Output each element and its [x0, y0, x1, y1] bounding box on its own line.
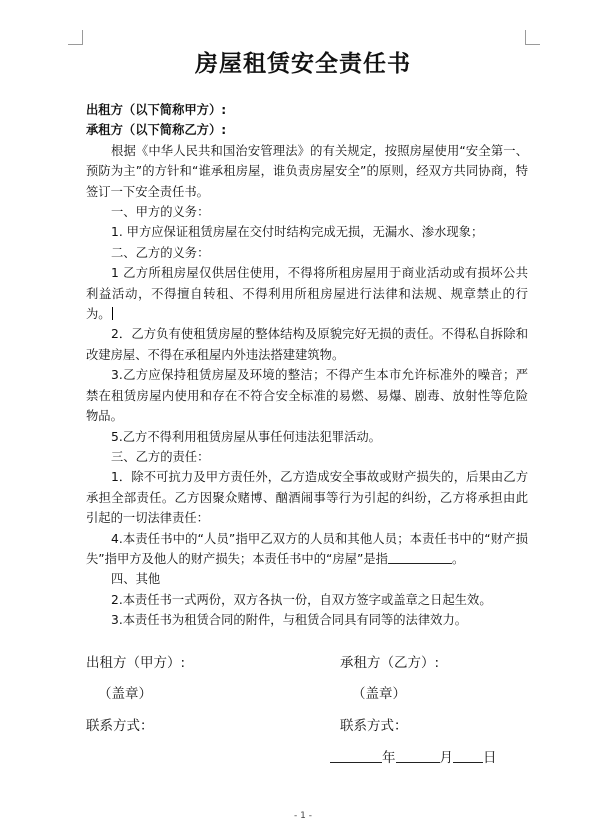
lessor-seal-label: （盖章）	[98, 686, 152, 702]
section-3-heading: 三、乙方的责任：	[111, 449, 210, 464]
year-label: 年	[382, 750, 396, 766]
lessee-seal-label: （盖章）	[352, 686, 406, 702]
section-2-item-3: 3.乙方应保持租赁房屋及环境的整洁；不得产生本市允许标准外的噪音；严禁在租赁房屋内使用和存在不符合安全标准的易燃、易爆、剧毒、放射性等危险物品。	[86, 368, 528, 424]
section-2-item-1-text: 1 乙方所租房屋仅供居住使用，不得将所租房屋用于商业活动或有损坏公共利益活动，不得擅自转租、不得利用所租房屋进行法律和法规、规章禁止的行为。	[86, 266, 528, 322]
section-2-item-2: 2．乙方负有使租赁房屋的整体结构及原貌完好无损的责任。不得私自拆除和改建房屋、不得在承租屋内外违法搭建建筑物。	[86, 327, 528, 362]
section-1-item-1: 1. 甲方应保证租赁房屋在交付时结构完成无损，无漏水、渗水现象；	[111, 225, 484, 240]
intro-paragraph: 根据《中华人民共和国治安管理法》的有关规定，按照房屋使用“安全第一、预防为主”的方针和“谁承租房屋，谁负责房屋安全”的原则，经双方共同协商，特签订一下安全责任书。	[86, 143, 528, 199]
party-b-line: 承租方（以下简称乙方）:	[86, 123, 227, 138]
lessee-contact-label: 联系方式：	[340, 718, 408, 734]
month-label: 月	[439, 750, 453, 766]
section-2-item-5: 5.乙方不得利用租赁房屋从事任何违法犯罪活动。	[111, 429, 381, 444]
section-4-item-3: 3.本责任书为租赁合同的附件，与租赁合同具有同等的法律效力。	[111, 613, 468, 628]
day-blank[interactable]	[453, 748, 483, 763]
month-blank[interactable]	[396, 748, 440, 763]
house-address-blank[interactable]	[388, 551, 452, 564]
section-1-heading: 一、甲方的义务：	[111, 205, 210, 220]
year-blank[interactable]	[330, 748, 382, 763]
section-3-item-4-end: 。	[451, 551, 465, 566]
lessor-contact-label: 联系方式：	[86, 718, 154, 734]
section-2-heading: 二、乙方的义务：	[111, 245, 210, 260]
page-number: - 1 -	[294, 811, 312, 821]
section-4-item-2: 2.本责任书一式两份，双方各执一份，自双方签字或盖章之日起生效。	[111, 592, 492, 607]
document-body[interactable]	[86, 100, 528, 631]
lessee-signature-label: 承租方（乙方）:	[340, 655, 440, 671]
date-line	[330, 746, 497, 766]
lessor-signature-label: 出租方（甲方）:	[86, 655, 186, 671]
section-3-item-4-text: 4.本责任书中的“人员”指甲乙双方的人员和其他人员；本责任书中的“财产损失”指甲方及他人的财产损失；本责任书中的“房屋”是指	[86, 531, 528, 566]
crop-mark-top-right	[525, 30, 540, 45]
section-3-item-1: 1．除不可抗力及甲方责任外，乙方造成安全事故或财产损失的，后果由乙方承担全部责任。乙方因聚众赌博、酗酒闹事等行为引起的纠纷，乙方将承担由此引起的一切法律责任：	[86, 470, 528, 526]
day-label: 日	[483, 750, 497, 766]
section-3-item-4	[86, 529, 528, 570]
party-a-line: 出租方（以下简称甲方）:	[86, 103, 227, 117]
crop-mark-top-left	[68, 30, 83, 45]
section-2-item-1	[86, 263, 528, 324]
section-4-heading: 四、其他	[111, 572, 161, 587]
text-cursor	[112, 307, 113, 320]
document-title: 房屋租赁安全责任书	[195, 50, 411, 77]
